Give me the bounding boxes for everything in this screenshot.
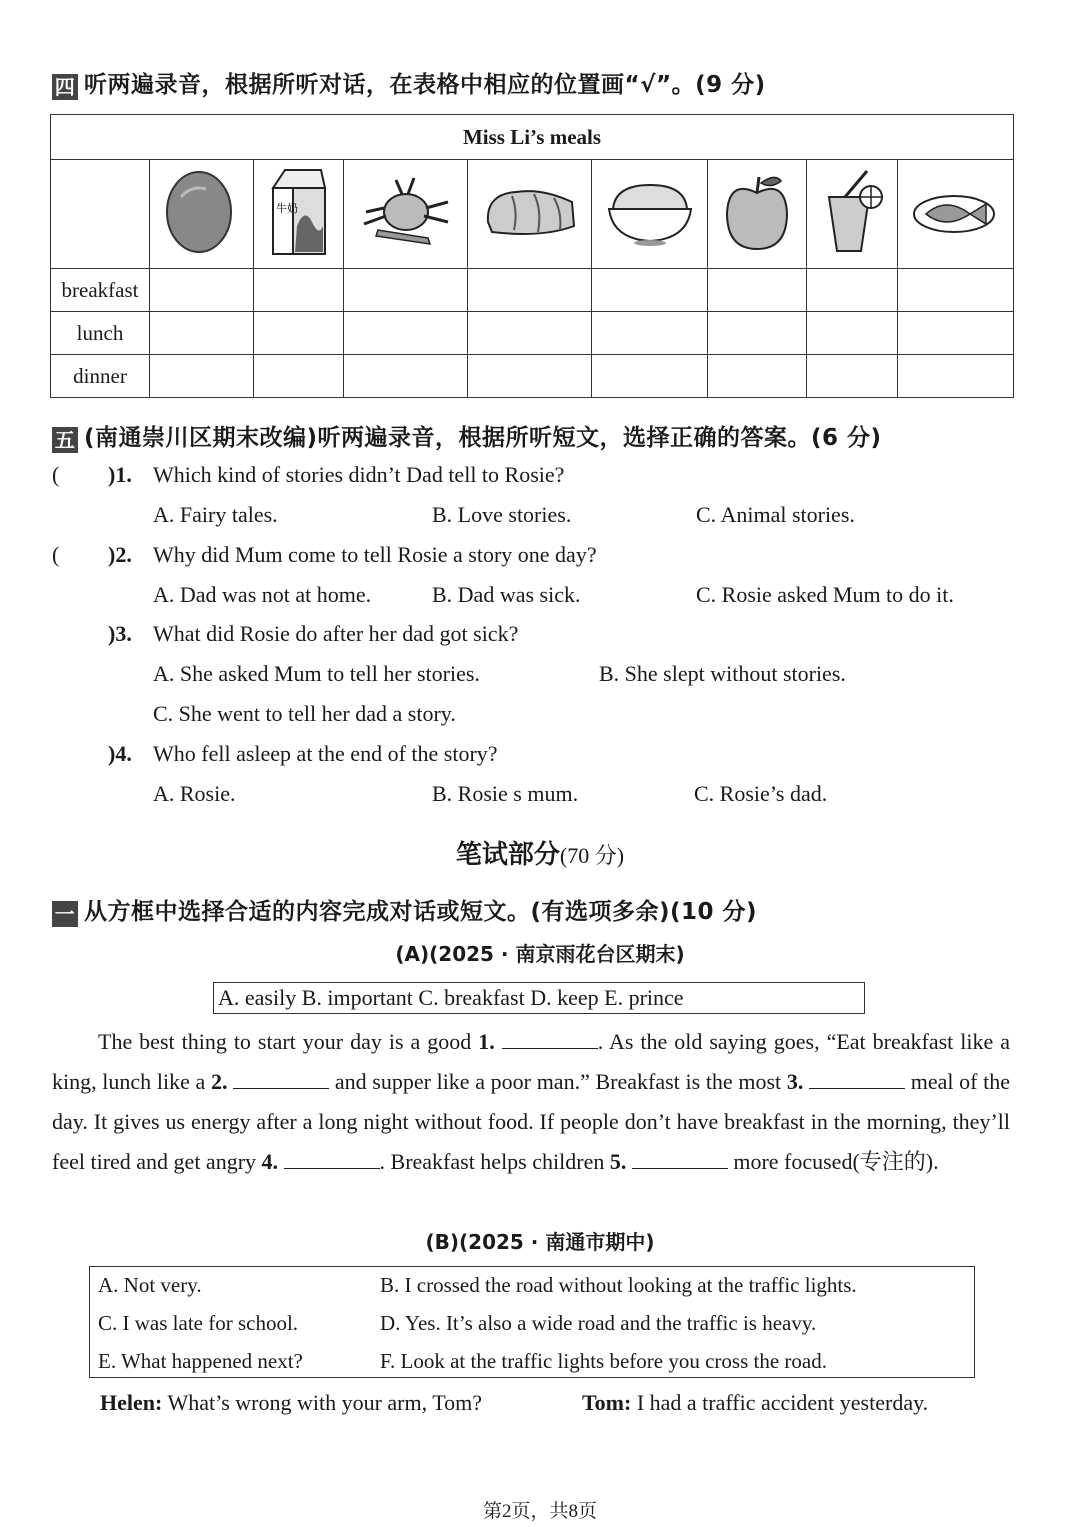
food-cell (344, 160, 468, 269)
part-b-option-d: D. Yes. It’s also a wide road and the traffic is heavy. (380, 1311, 817, 1335)
row-label-breakfast: breakfast (51, 269, 150, 312)
part-b-option-c: C. I was late for school. (98, 1311, 299, 1335)
answer-cell[interactable] (897, 269, 1013, 312)
food-cell (806, 160, 897, 269)
food-cell (897, 160, 1013, 269)
q4-option-b[interactable]: B. Rosie s mum. (432, 781, 579, 806)
blank-4[interactable] (284, 1146, 380, 1169)
part-b-option-f: F. Look at the traffic lights before you cross the road. (380, 1349, 827, 1373)
passage-text: meal of the day. It gives us energy after a long night without food. If people don’t have breakfast in the morning, they’ll feel tired and get angry (52, 1069, 1011, 1174)
answer-cell[interactable] (592, 355, 708, 398)
row-label-dinner: dinner (51, 355, 150, 398)
q4-number: )4. (108, 741, 132, 766)
q1-option-c[interactable]: C. Animal stories. (696, 502, 855, 527)
q2-option-c[interactable]: C. Rosie asked Mum to do it. (696, 582, 954, 607)
rice-icon (605, 177, 695, 247)
written-title: 笔试部分 (455, 840, 560, 870)
milk-carton-icon (263, 166, 333, 258)
part-b-options-box (89, 1266, 975, 1378)
section4-mark: 四 (52, 74, 78, 100)
q1-option-b[interactable]: B. Love stories. (432, 502, 572, 527)
dialogue-text: What’s wrong with your arm, Tom? (167, 1390, 482, 1415)
answer-cell[interactable] (344, 312, 468, 355)
q3-option-b[interactable]: B. She slept without stories. (599, 661, 846, 686)
q2-number: )2. (108, 542, 132, 567)
food-cell (150, 160, 254, 269)
part-a-options-box: A. easily B. important C. breakfast D. keep E. prince (213, 982, 865, 1014)
food-cell (253, 160, 344, 269)
answer-cell[interactable] (253, 269, 344, 312)
passage-text: . As the old saying goes, “Eat breakfast like a king, lunch like a (52, 1029, 1010, 1094)
blank-number-5: 5. (609, 1149, 627, 1174)
answer-cell[interactable] (592, 312, 708, 355)
blank-number-1: 1. (478, 1029, 495, 1054)
q1-option-a[interactable]: A. Fairy tales. (153, 502, 278, 527)
dialogue-line-2 (582, 1390, 928, 1416)
part-a-passage (52, 1022, 1010, 1182)
passage-text: The best thing to start your day is a good (98, 1029, 479, 1054)
passage-text: and supper like a poor man.” Breakfast is the most (329, 1069, 787, 1094)
q3-number: )3. (108, 621, 132, 646)
blank-5[interactable] (632, 1146, 728, 1169)
part-a-heading: (A)(2025 · 南京雨花台区期末) (395, 942, 685, 966)
q1-paren: ( (52, 462, 60, 487)
section1-mark: 一 (52, 901, 78, 927)
speaker-helen: Helen: (100, 1390, 163, 1415)
row-label-lunch: lunch (51, 312, 150, 355)
answer-cell[interactable] (468, 312, 592, 355)
answer-cell[interactable] (253, 355, 344, 398)
answer-cell[interactable] (708, 355, 806, 398)
section5-heading (52, 419, 882, 453)
part-b-heading: (B)(2025 · 南通市期中) (425, 1230, 655, 1254)
food-cell (708, 160, 806, 269)
corner-cell (51, 160, 150, 269)
blank-number-3: 3. (786, 1069, 804, 1094)
section5-mark: 五 (52, 427, 78, 453)
part-b-option-b: B. I crossed the road without looking at the traffic lights. (380, 1273, 857, 1297)
part-b-option-e: E. What happened next? (98, 1349, 303, 1373)
dialogue-text: I had a traffic accident yesterday. (636, 1390, 929, 1415)
answer-cell[interactable] (897, 312, 1013, 355)
juice-icon (817, 167, 887, 257)
section1-heading (52, 893, 757, 927)
blank-1[interactable] (502, 1026, 598, 1049)
answer-cell[interactable] (708, 269, 806, 312)
dialogue-line-1 (100, 1390, 482, 1416)
answer-cell[interactable] (806, 269, 897, 312)
answer-cell[interactable] (468, 269, 592, 312)
blank-2[interactable] (233, 1066, 329, 1089)
section1-instruction: 从方框中选择合适的内容完成对话或短文。(有选项多余)(10 分) (84, 899, 758, 925)
meals-table-title: Miss Li’s meals (51, 115, 1014, 160)
food-cell (592, 160, 708, 269)
q1-number: )1. (108, 462, 132, 487)
answer-cell[interactable] (806, 312, 897, 355)
speaker-tom: Tom: (582, 1390, 632, 1415)
answer-cell[interactable] (592, 269, 708, 312)
written-part-title (0, 834, 1080, 871)
answer-cell[interactable] (253, 312, 344, 355)
answer-cell[interactable] (806, 355, 897, 398)
answer-cell[interactable] (344, 355, 468, 398)
fish-icon (910, 184, 1000, 240)
q4-text: Who fell asleep at the end of the story? (153, 741, 498, 766)
blank-3[interactable] (809, 1066, 905, 1089)
q4-option-c[interactable]: C. Rosie’s dad. (694, 781, 828, 806)
written-score: (70 分) (559, 843, 625, 868)
section4-instruction: 听两遍录音，根据所听对话，在表格中相应的位置画“√”。(9 分) (84, 72, 766, 98)
answer-cell[interactable] (468, 355, 592, 398)
q1-text: Which kind of stories didn’t Dad tell to Rosie? (153, 462, 565, 487)
carton-text: 牛奶 (276, 201, 299, 215)
bread-icon (482, 182, 578, 242)
q2-option-a[interactable]: A. Dad was not at home. (153, 582, 372, 607)
meals-table (50, 114, 1014, 398)
q2-option-b[interactable]: B. Dad was sick. (432, 582, 581, 607)
answer-cell[interactable] (344, 269, 468, 312)
answer-cell[interactable] (708, 312, 806, 355)
apple-icon (719, 169, 795, 255)
answer-cell[interactable] (897, 355, 1013, 398)
q4-option-a[interactable]: A. Rosie. (153, 781, 236, 806)
q3-text: What did Rosie do after her dad got sick? (153, 621, 519, 646)
egg-icon (161, 167, 241, 257)
q3-option-c[interactable]: C. She went to tell her dad a story. (153, 701, 456, 726)
q3-option-a[interactable]: A. She asked Mum to tell her stories. (153, 661, 480, 686)
food-cell (468, 160, 592, 269)
vegetables-icon (358, 172, 454, 252)
section4-heading (52, 66, 766, 100)
section5-instruction: (南通崇川区期末改编)听两遍录音，根据所听短文，选择正确的答案。(6 分) (84, 425, 882, 451)
passage-text: more focused(专注的). (727, 1149, 939, 1174)
blank-number-4: 4. (261, 1149, 279, 1174)
page-footer: 第2页，共8页 (482, 1501, 597, 1522)
q2-text: Why did Mum come to tell Rosie a story one day? (153, 542, 597, 567)
blank-number-2: 2. (210, 1069, 228, 1094)
part-b-option-a: A. Not very. (98, 1273, 202, 1297)
passage-text: . Breakfast helps children (379, 1149, 610, 1174)
q2-paren: ( (52, 542, 60, 567)
